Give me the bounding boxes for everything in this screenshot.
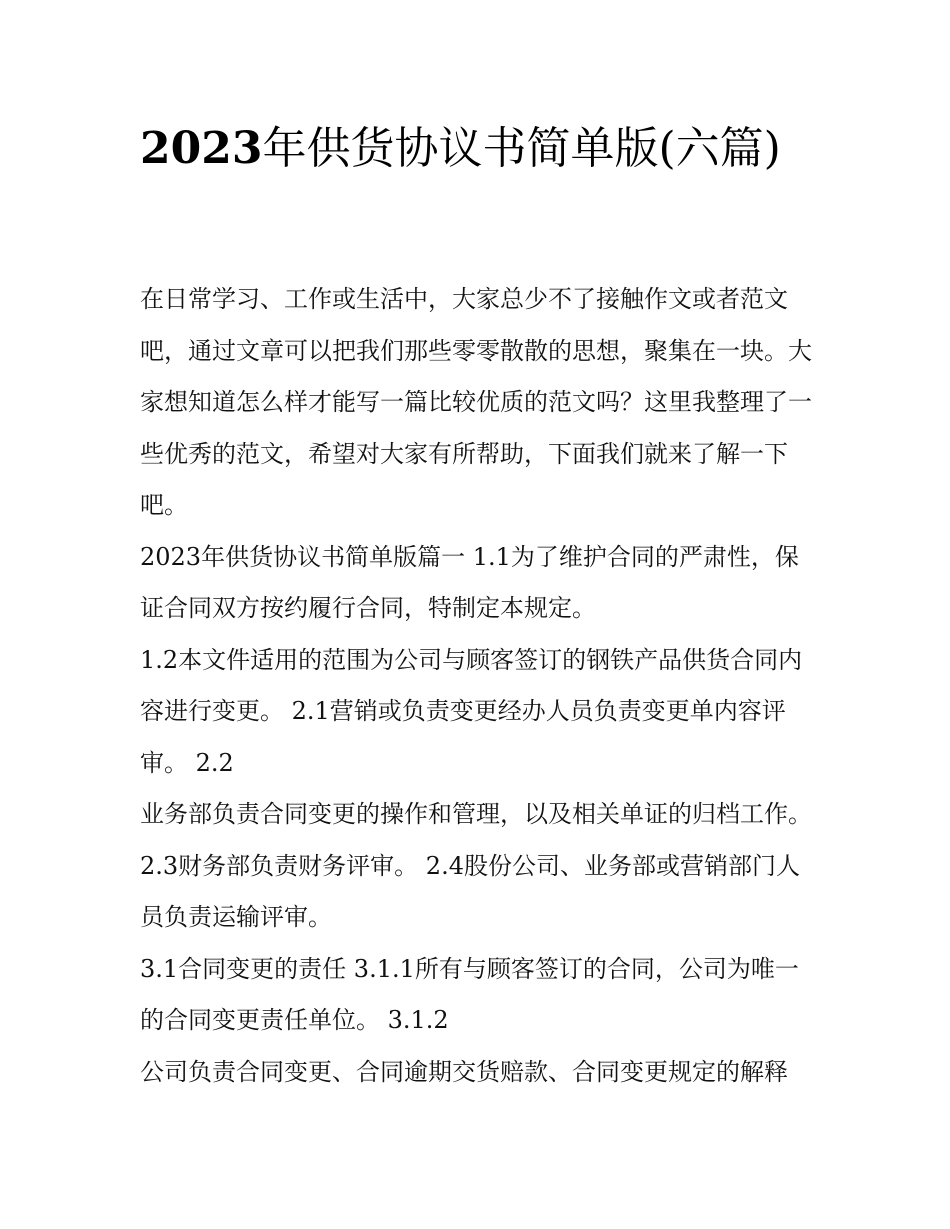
paragraph-scope: 1.2本文件适用的范围为公司与顾客签订的钢铁产品供货合同内容进行变更。 2.1营销或负责变更经办人员负责变更单内容评审。 2.2 bbox=[140, 645, 803, 777]
title-year: 2023 bbox=[140, 123, 263, 174]
paragraph-company-duties: 公司负责合同变更、合同逾期交货赔款、合同变更规定的解释 bbox=[140, 1057, 788, 1086]
page-title bbox=[140, 112, 820, 186]
document-body bbox=[140, 274, 820, 1098]
paragraph-responsibilities: 业务部负责合同变更的操作和管理，以及相关单证的归档工作。 2.3财务部负责财务评审。 2.4股份公司、业务部或营销部门人员负责运输评审。 bbox=[140, 800, 812, 931]
paragraph-section-1: 2023年供货协议书简单版篇一 1.1为了维护合同的严肃性，保证合同双方按约履行合同，特制定本规定。 bbox=[140, 542, 799, 622]
paragraph-change-responsibility: 3.1合同变更的责任 3.1.1所有与顾客签订的合同，公司为唯一的合同变更责任单位。 3.1.2 bbox=[140, 954, 799, 1034]
title-text: 年供货协议书简单版(六篇) bbox=[262, 123, 781, 174]
paragraph-intro: 在日常学习、工作或生活中，大家总少不了接触作文或者范文吧，通过文章可以把我们那些零零散散的思想，聚集在一块。大家想知道怎么样才能写一篇比较优质的范文吗？这里我整理了一些优秀的范文，希望对大家有所帮助，下面我们就来了解一下吧。 bbox=[140, 285, 812, 519]
